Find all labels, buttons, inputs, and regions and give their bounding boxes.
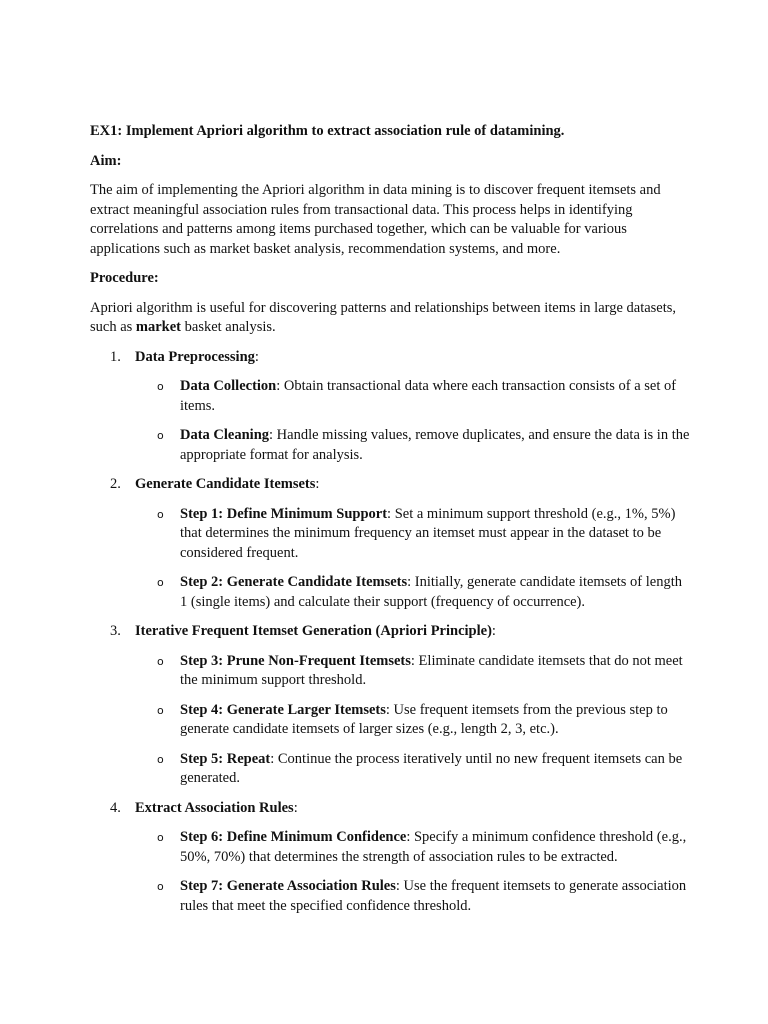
step-heading [135, 800, 298, 816]
step-heading [135, 623, 496, 639]
step-title-suffix: : [254, 348, 259, 365]
procedure-intro [90, 299, 690, 338]
step-substeps-list [135, 377, 690, 465]
substep-text: : Initially, generate candidate itemsets of length 1 (single items) and calculate their support (frequency of occurrence). [180, 574, 683, 610]
hollow-circle-bullet-icon: o [157, 380, 164, 393]
step-number: 4. [110, 799, 121, 816]
substep-text: : Set a minimum support threshold (e.g., 1%, 5%) that determines the minimum frequency an itemset must appear in the dataset to be considered frequent. [180, 505, 676, 561]
hollow-circle-bullet-icon: o [157, 752, 164, 766]
substep-text: : Eliminate candidate itemsets that do not meet the minimum support threshold. [180, 652, 683, 688]
substep-title: Step 3: Prune Non-Frequent Itemsets [180, 652, 411, 669]
procedure-step [90, 799, 690, 917]
substep-title: Step 5: Repeat [180, 750, 271, 767]
substep-title: Step 7: Generate Association Rules [180, 878, 396, 894]
procedure-step [90, 348, 690, 466]
substep-item [135, 750, 690, 789]
procedure-intro-end: basket analysis. [181, 319, 276, 335]
step-title: Extract Association Rules [135, 799, 294, 816]
substep-item [135, 377, 690, 416]
step-substeps-list [135, 505, 690, 613]
substep-title: Step 6: Define Minimum Confidence [180, 829, 407, 845]
step-number: 1. [110, 348, 121, 365]
step-number: 3. [110, 623, 121, 639]
substep-text: : Specify a minimum confidence threshold (e.g., 50%, 70%) that determines the strength of association rules to be extracted. [180, 829, 687, 865]
step-number: 2. [110, 476, 121, 492]
substep-title: Step 4: Generate Larger Itemsets [180, 701, 386, 718]
procedure-steps-list [90, 348, 690, 917]
substep-item [135, 573, 690, 612]
document-title: EX1: Implement Apriori algorithm to extract association rule of datamining. [90, 123, 565, 139]
step-title-suffix: : [293, 799, 298, 816]
substep-item [135, 652, 690, 691]
step-heading [135, 476, 319, 492]
step-title: Data Preprocessing [135, 348, 255, 365]
step-title: Iterative Frequent Itemset Generation (Apriori Principle) [135, 623, 492, 639]
substep-text: : Use the frequent itemsets to generate association rules that meet the specified confidence threshold. [180, 878, 687, 914]
aim-paragraph: The aim of implementing the Apriori algorithm in data mining is to discover frequent itemsets and extract meaningful association rules from transactional data. This process helps in identifying correlations and patterns among items purchased together, which can be valuable for various applications such as market basket analysis, recommendation systems, and more. [90, 182, 661, 257]
substep-item [135, 701, 690, 740]
substep-item [135, 828, 690, 867]
substep-item [135, 505, 690, 564]
step-substeps-list [135, 828, 690, 916]
substep-title: Step 2: Generate Candidate Itemsets [180, 574, 408, 590]
substep-item [135, 877, 690, 916]
hollow-circle-bullet-icon: o [157, 654, 164, 668]
hollow-circle-bullet-icon: o [157, 831, 164, 844]
hollow-circle-bullet-icon: o [157, 576, 164, 589]
hollow-circle-bullet-icon: o [157, 880, 164, 893]
procedure-intro-text: Apriori algorithm is useful for discovering patterns and relationships between items in large datasets, such as [90, 299, 677, 335]
procedure-step [90, 622, 690, 789]
step-substeps-list [135, 652, 690, 789]
document-page [90, 122, 690, 926]
aim-heading: Aim: [90, 152, 122, 169]
substep-text: : Use frequent itemsets from the previous step to generate candidate itemsets of larger sizes (e.g., length 2, 3, etc.). [180, 701, 668, 737]
substep-title: Data Cleaning [180, 427, 270, 443]
hollow-circle-bullet-icon: o [157, 429, 164, 442]
substep-title: Step 1: Define Minimum Support [180, 505, 388, 522]
substep-item [135, 426, 690, 465]
step-heading [135, 349, 259, 365]
step-title: Generate Candidate Itemsets [135, 476, 316, 492]
procedure-heading: Procedure: [90, 270, 159, 286]
hollow-circle-bullet-icon: o [157, 507, 164, 521]
substep-text: : Obtain transactional data where each transaction consists of a set of items. [180, 378, 677, 414]
procedure-intro-bold: market [135, 319, 182, 335]
substep-text: : Continue the process iteratively until no new frequent itemsets can be generated. [180, 750, 683, 786]
hollow-circle-bullet-icon: o [157, 703, 164, 717]
substep-text: : Handle missing values, remove duplicates, and ensure the data is in the appropriate format for analysis. [180, 427, 690, 463]
step-title-suffix: : [491, 623, 496, 639]
step-title-suffix: : [315, 476, 320, 492]
substep-title: Data Collection [180, 378, 277, 394]
procedure-step [90, 475, 690, 612]
